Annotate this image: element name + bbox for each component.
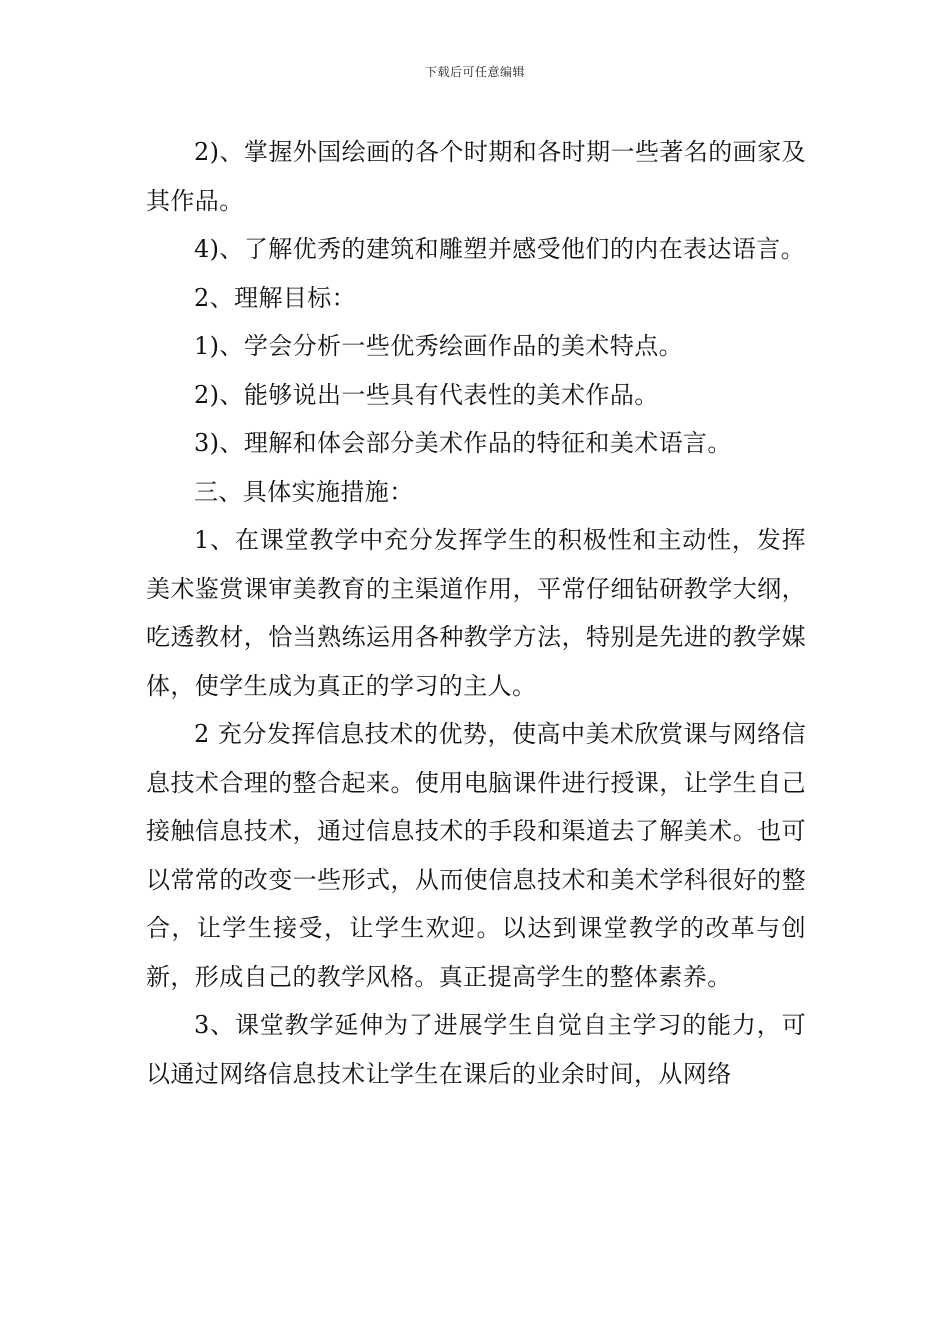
paragraph: 1、在课堂教学中充分发挥学生的积极性和主动性，发挥美术鉴赏课审美教育的主渠道作用，平常仔细钻研教学大纲，吃透教材，恰当熟练运用各种教学方法，特别是先进的教学媒体，使学生成为真正的学习的主人。	[146, 526, 806, 700]
document-body	[146, 128, 806, 1098]
paragraph: 2、理解目标：	[194, 283, 357, 312]
paragraph: 1)、学会分析一些优秀绘画作品的美术特点。	[194, 332, 684, 360]
paragraph: 2)、能够说出一些具有代表性的美术作品。	[194, 380, 659, 409]
paragraph: 2 充分发挥信息技术的优势，使高中美术欣赏课与网络信息技术合理的整合起来。使用电脑课件进行授课，让学生自己接触信息技术，通过信息技术的手段和渠道去了解美术。也可以常常的改变一些形式，从而使信息技术和美术学科很好的整合，让学生接受，让学生欢迎。以达到课堂教学的改革与创新，形成自己的教学风格。真正提高学生的整体素养。	[146, 720, 806, 991]
paragraph: 3、课堂教学延伸为了进展学生自觉自主学习的能力，可以通过网络信息技术让学生在课后的业余时间，从网络	[146, 1011, 806, 1088]
paragraph: 4)、了解优秀的建筑和雕塑并感受他们的内在表达语言。	[194, 235, 806, 263]
page-header: 下载后可任意编辑	[424, 65, 525, 79]
paragraph: 2)、掌握外国绘画的各个时期和各时期一些著名的画家及其作品。	[146, 138, 806, 215]
paragraph: 三、具体实施措施：	[194, 477, 414, 506]
paragraph: 3)、理解和体会部分美术作品的特征和美术语言。	[194, 429, 732, 457]
